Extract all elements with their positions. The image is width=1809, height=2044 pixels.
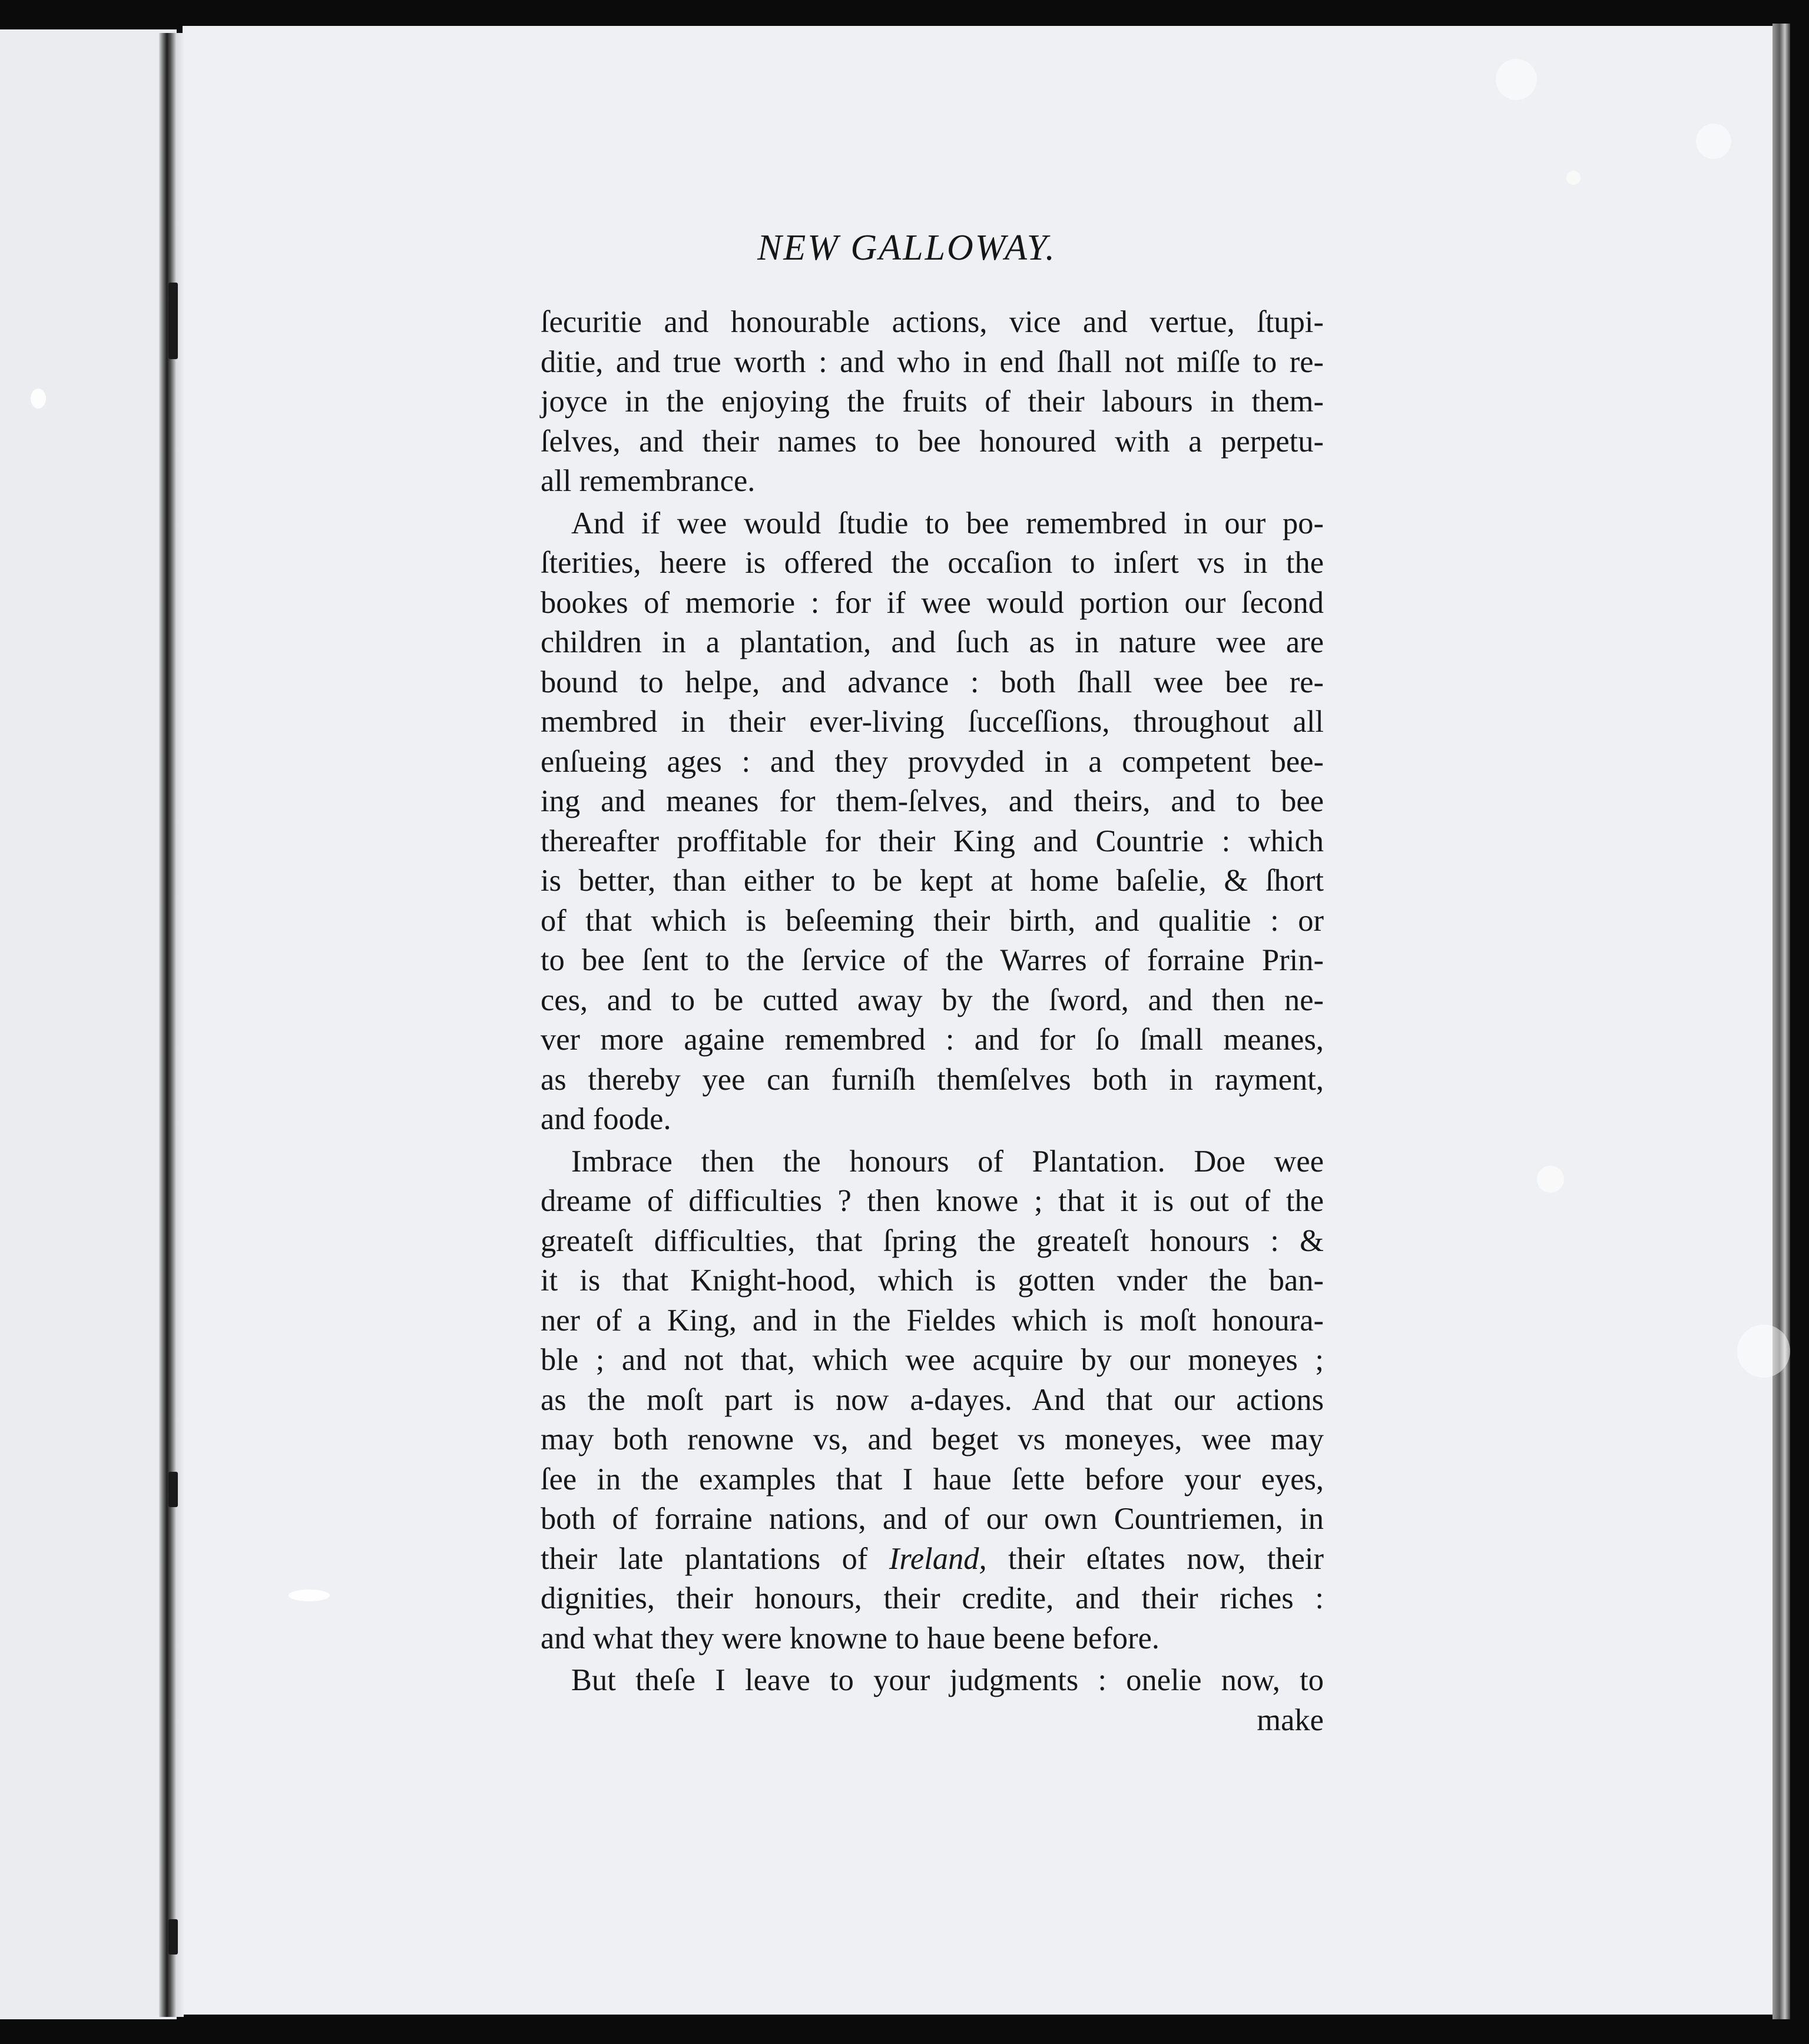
paragraph-first-line: And if wee would ſtudie to bee remembred in our po- [571, 506, 1324, 540]
text-line: thereafter proffitable for their King and Countrie : which [541, 824, 1324, 858]
paragraph-first-line: But theſe I leave to your judgments : onelie now, to [571, 1663, 1324, 1697]
text-line [541, 1539, 1324, 1580]
scan-speck [1566, 171, 1581, 185]
scan-speck [1696, 124, 1731, 159]
text-line: all remembrance. [541, 464, 756, 498]
text-line: ner of a King, and in the Fieldes which is moſt honoura- [541, 1303, 1324, 1338]
body-text [541, 303, 1324, 1740]
text-line: and foode. [541, 1102, 671, 1136]
scan-speck [31, 389, 46, 409]
scan-speck [1737, 1325, 1790, 1378]
text-line: ing and meanes for them-ſelves, and theirs, and to bee [541, 784, 1324, 818]
text-line: as the moſt part is now a-dayes. And that our actions [541, 1382, 1324, 1417]
binding-thread-knot [168, 1919, 178, 1955]
text-line: to bee ſent to the ſervice of the Warres of forraine Prin- [541, 943, 1324, 977]
text-line: greateſt difficulties, that ſpring the greateſt honours : & [541, 1223, 1324, 1258]
text-segment: their late plantations of [541, 1541, 889, 1576]
page-fore-edge [1772, 24, 1790, 2019]
text-line: ble ; and not that, which wee acquire by our moneyes ; [541, 1343, 1324, 1377]
text-line: ſecuritie and honourable actions, vice and vertue, ſtupi- [541, 305, 1324, 339]
text-line: ſelves, and their names to bee honoured with a perpetu- [541, 424, 1324, 459]
text-line: as thereby yee can furniſh themſelves both in rayment, [541, 1062, 1324, 1097]
facing-page-edge [0, 29, 177, 2019]
text-line: joyce in the enjoying the fruits of their labours in them- [541, 384, 1324, 419]
text-line: children in a plantation, and ſuch as in nature wee are [541, 625, 1324, 659]
scan-speck [1537, 1166, 1564, 1193]
text-line: ſterities, heere is offered the occaſion to inſert vs in the [541, 546, 1324, 580]
text-line: dignities, their honours, their credite, and their riches : [541, 1581, 1324, 1615]
place-name-italic: Ireland, [889, 1541, 987, 1576]
text-line: enſueing ages : and they provyded in a competent bee- [541, 744, 1324, 779]
binding-thread-knot [168, 283, 178, 359]
scan-speck [1496, 59, 1537, 100]
catchword: make [1257, 1703, 1324, 1737]
text-line: bound to helpe, and advance : both ſhall wee bee re- [541, 665, 1324, 699]
text-segment: their eſtates now, their [986, 1541, 1324, 1576]
running-head: NEW GALLOWAY. [757, 228, 1056, 268]
scan-speck [289, 1590, 330, 1601]
text-line: of that which is beſeeming their birth, and qualitie : or [541, 903, 1324, 938]
text-line: and what they were knowne to haue beene before. [541, 1621, 1159, 1655]
text-line: ver more againe remembred : and for ſo ſmall meanes, [541, 1023, 1324, 1057]
text-line: ces, and to be cutted away by the ſword, and then ne- [541, 983, 1324, 1017]
binding-thread-knot [168, 1472, 178, 1507]
text-line: bookes of memorie : for if wee would portion our ſecond [541, 585, 1324, 620]
text-line: ſee in the examples that I haue ſette before your eyes, [541, 1462, 1324, 1496]
text-line: may both renowne vs, and beget vs moneyes, wee may [541, 1422, 1324, 1456]
paragraph-first-line: Imbrace then the honours of Plantation. Doe wee [571, 1144, 1324, 1179]
text-line: both of forraine nations, and of our own Countriemen, in [541, 1502, 1324, 1536]
text-line: dreame of difficulties ? then knowe ; that it is out of the [541, 1184, 1324, 1218]
text-line: it is that Knight-hood, which is gotten vnder the ban- [541, 1263, 1324, 1298]
text-line: membred in their ever-living ſucceſſions, throughout all [541, 705, 1324, 739]
text-line: is better, than either to be kept at home baſelie, & ſhort [541, 864, 1324, 898]
text-line: ditie, and true worth : and who in end ſhall not miſſe to re- [541, 344, 1324, 379]
